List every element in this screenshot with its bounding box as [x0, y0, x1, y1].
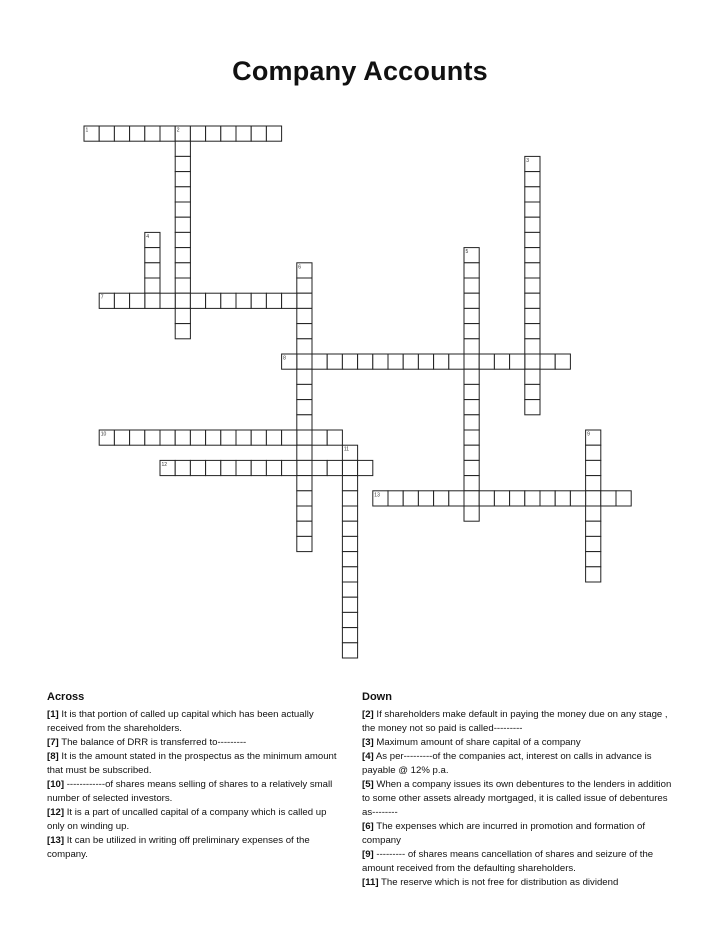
clue-number: [11]	[362, 877, 379, 888]
grid-cell[interactable]	[464, 324, 479, 339]
grid-cell[interactable]	[282, 460, 297, 475]
grid-cell[interactable]	[206, 126, 221, 141]
grid-cell[interactable]	[418, 354, 433, 369]
cell-number: 6	[298, 264, 302, 271]
grid-cell[interactable]	[449, 491, 464, 506]
grid-cell[interactable]	[99, 126, 114, 141]
grid-cell[interactable]	[464, 354, 479, 369]
grid-cell[interactable]	[342, 460, 357, 475]
grid-cell[interactable]	[297, 491, 312, 506]
clue-number: [1]	[47, 709, 59, 720]
grid-cell[interactable]	[342, 567, 357, 582]
down-clue	[362, 778, 672, 820]
grid-cell[interactable]	[342, 643, 357, 658]
clue-text: It can be utilized in writing off preliminary expenses of the company.	[47, 835, 310, 860]
cell-number: 2	[176, 127, 180, 134]
grid-cell[interactable]	[403, 354, 418, 369]
clue-number: [8]	[47, 751, 59, 762]
grid-cell[interactable]	[236, 430, 251, 445]
grid-cell[interactable]	[282, 430, 297, 445]
grid-cell[interactable]	[525, 369, 540, 384]
grid-cell[interactable]	[221, 126, 236, 141]
grid-cell[interactable]	[175, 217, 190, 232]
grid-cell[interactable]	[175, 156, 190, 171]
grid-cell[interactable]	[586, 506, 601, 521]
grid-cell[interactable]	[342, 354, 357, 369]
grid-cell[interactable]	[525, 232, 540, 247]
grid-cell[interactable]	[464, 308, 479, 323]
grid-cell[interactable]	[251, 430, 266, 445]
clue-text: If shareholders make default in paying the money due on any stage , the money not so paid is called---------	[362, 709, 668, 734]
grid-cell[interactable]	[342, 536, 357, 551]
grid-cell[interactable]	[540, 354, 555, 369]
grid-cell[interactable]	[251, 293, 266, 308]
grid-cell[interactable]	[327, 354, 342, 369]
grid-cell[interactable]	[479, 491, 494, 506]
grid-cell[interactable]	[525, 187, 540, 202]
clue-text: It is a part of uncalled capital of a company which is called up only on winding up.	[47, 807, 327, 832]
grid-cell[interactable]	[358, 354, 373, 369]
grid-cell[interactable]	[206, 430, 221, 445]
grid-cell[interactable]	[236, 293, 251, 308]
grid-cell[interactable]	[525, 339, 540, 354]
grid-cell[interactable]	[464, 384, 479, 399]
grid-cell[interactable]	[555, 491, 570, 506]
grid-cell[interactable]	[297, 339, 312, 354]
grid-cell[interactable]	[221, 460, 236, 475]
grid-cell[interactable]	[403, 491, 418, 506]
clue-text: It is the amount stated in the prospectus as the minimum amount that must be subscribed.	[47, 751, 337, 776]
grid-cell[interactable]	[586, 445, 601, 460]
across-clue	[47, 750, 342, 778]
grid-cell[interactable]	[130, 293, 145, 308]
grid-cell[interactable]	[464, 506, 479, 521]
grid-cell[interactable]	[525, 400, 540, 415]
grid-cell[interactable]	[388, 491, 403, 506]
cell-number: 9	[587, 431, 590, 438]
grid-cell[interactable]	[525, 384, 540, 399]
grid-cell[interactable]	[297, 476, 312, 491]
clue-number: [4]	[362, 751, 374, 762]
grid-cell[interactable]	[266, 460, 281, 475]
grid-cell[interactable]	[236, 460, 251, 475]
grid-cell[interactable]	[525, 308, 540, 323]
grid-cell[interactable]	[586, 476, 601, 491]
grid-cell[interactable]	[175, 263, 190, 278]
grid-cell[interactable]	[175, 324, 190, 339]
grid-cell[interactable]	[114, 126, 129, 141]
grid-cell[interactable]	[266, 126, 281, 141]
grid-cell[interactable]	[175, 187, 190, 202]
grid-cell[interactable]	[616, 491, 631, 506]
grid-cell[interactable]	[586, 552, 601, 567]
grid-cell[interactable]	[342, 612, 357, 627]
across-heading: Across	[47, 691, 85, 703]
grid-cell[interactable]	[342, 506, 357, 521]
down-clue	[362, 848, 672, 876]
grid-cell[interactable]	[525, 248, 540, 263]
grid-cell[interactable]	[464, 278, 479, 293]
grid-cell[interactable]	[570, 491, 585, 506]
grid-cell[interactable]	[464, 476, 479, 491]
grid-cell[interactable]	[221, 430, 236, 445]
grid-cell[interactable]	[297, 369, 312, 384]
clue-text: When a company issues its own debentures to the lenders in addition to some other assets already mortgaged, it is called issue of debentures as--------	[362, 779, 672, 818]
clue-number: [3]	[362, 737, 374, 748]
grid-cell[interactable]	[145, 248, 160, 263]
down-heading: Down	[362, 691, 392, 703]
grid-cell[interactable]	[175, 232, 190, 247]
grid-cell[interactable]	[190, 460, 205, 475]
across-clues	[47, 690, 342, 862]
grid-cell[interactable]	[175, 141, 190, 156]
grid-cell[interactable]	[479, 354, 494, 369]
cell-number: 1	[85, 127, 89, 134]
grid-cell[interactable]	[297, 506, 312, 521]
grid-cell[interactable]	[525, 354, 540, 369]
grid-cell[interactable]	[297, 293, 312, 308]
cell-number: 12	[161, 461, 168, 468]
cell-number: 8	[283, 355, 286, 362]
grid-cell[interactable]	[297, 400, 312, 415]
grid-cell[interactable]	[449, 354, 464, 369]
clue-number: [6]	[362, 821, 374, 832]
down-clue	[362, 736, 672, 750]
grid-cell[interactable]	[297, 308, 312, 323]
grid-cell[interactable]	[586, 567, 601, 582]
grid-cell[interactable]	[160, 126, 175, 141]
grid-cell[interactable]	[236, 126, 251, 141]
grid-cell[interactable]	[464, 263, 479, 278]
grid-cell[interactable]	[312, 460, 327, 475]
grid-cell[interactable]	[175, 202, 190, 217]
grid-cell[interactable]	[525, 217, 540, 232]
grid-cell[interactable]	[342, 582, 357, 597]
grid-cell[interactable]	[175, 172, 190, 187]
grid-cell[interactable]	[145, 263, 160, 278]
clue-number: [9]	[362, 849, 374, 860]
grid-cell[interactable]	[358, 460, 373, 475]
down-clues	[362, 690, 672, 890]
grid-cell[interactable]	[297, 430, 312, 445]
grid-cell[interactable]	[175, 248, 190, 263]
grid-cell[interactable]	[525, 202, 540, 217]
grid-cell[interactable]	[251, 460, 266, 475]
cell-number: 3	[526, 157, 530, 164]
grid-cell[interactable]	[297, 536, 312, 551]
grid-cell[interactable]	[586, 460, 601, 475]
grid-cell[interactable]	[251, 126, 266, 141]
grid-cell[interactable]	[540, 491, 555, 506]
cell-number: 4	[146, 233, 150, 240]
grid-cell[interactable]	[266, 430, 281, 445]
grid-cell[interactable]	[206, 460, 221, 475]
across-clue	[47, 736, 342, 750]
cell-number: 11	[343, 446, 350, 453]
grid-cell[interactable]	[114, 430, 129, 445]
grid-cell[interactable]	[297, 415, 312, 430]
grid-cell[interactable]	[206, 293, 221, 308]
grid-cell[interactable]	[190, 430, 205, 445]
grid-cell[interactable]	[297, 324, 312, 339]
clue-number: [7]	[47, 737, 59, 748]
clue-text: The balance of DRR is transferred to---------	[58, 737, 247, 748]
across-clue	[47, 708, 342, 736]
grid-cell[interactable]	[145, 278, 160, 293]
grid-cell[interactable]	[297, 460, 312, 475]
grid-cell[interactable]	[175, 308, 190, 323]
grid-cell[interactable]	[525, 263, 540, 278]
cell-number: 5	[465, 249, 469, 256]
grid-cell[interactable]	[525, 293, 540, 308]
grid-cell[interactable]	[342, 476, 357, 491]
cell-number: 7	[100, 294, 104, 301]
clue-text: It is that portion of called up capital which has been actually received from the shareholders.	[47, 709, 314, 734]
grid-cell[interactable]	[464, 430, 479, 445]
grid-cell[interactable]	[494, 491, 509, 506]
grid-cell[interactable]	[373, 354, 388, 369]
grid-cell[interactable]	[555, 354, 570, 369]
grid-cell[interactable]	[586, 536, 601, 551]
grid-cell[interactable]	[175, 293, 190, 308]
across-clue	[47, 778, 342, 806]
clue-number: [13]	[47, 835, 65, 846]
grid-cell[interactable]	[190, 293, 205, 308]
clue-number: [2]	[362, 709, 374, 720]
grid-cell[interactable]	[510, 491, 525, 506]
grid-cell[interactable]	[510, 354, 525, 369]
down-clue	[362, 876, 672, 890]
grid-cell[interactable]	[145, 430, 160, 445]
grid-cell[interactable]	[464, 293, 479, 308]
grid-cell[interactable]	[601, 491, 616, 506]
grid-cell[interactable]	[130, 430, 145, 445]
grid-cell[interactable]	[418, 491, 433, 506]
grid-cell[interactable]	[464, 445, 479, 460]
grid-cell[interactable]	[175, 460, 190, 475]
grid-cell[interactable]	[327, 460, 342, 475]
grid-cell[interactable]	[342, 552, 357, 567]
grid-cell[interactable]	[266, 293, 281, 308]
grid-cell[interactable]	[464, 415, 479, 430]
grid-cell[interactable]	[388, 354, 403, 369]
grid-cell[interactable]	[342, 521, 357, 536]
grid-cell[interactable]	[525, 278, 540, 293]
grid-cell[interactable]	[525, 324, 540, 339]
grid-cell[interactable]	[175, 278, 190, 293]
grid-cell[interactable]	[327, 430, 342, 445]
down-clue	[362, 708, 672, 736]
grid-cell[interactable]	[525, 491, 540, 506]
grid-cell[interactable]	[160, 293, 175, 308]
grid-cell[interactable]	[297, 278, 312, 293]
grid-cell[interactable]	[130, 126, 145, 141]
across-clue	[47, 834, 342, 862]
grid-cell[interactable]	[297, 384, 312, 399]
grid-cell[interactable]	[464, 460, 479, 475]
grid-cell[interactable]	[464, 400, 479, 415]
down-clue	[362, 820, 672, 848]
grid-cell[interactable]	[464, 339, 479, 354]
grid-cell[interactable]	[297, 521, 312, 536]
grid-cell[interactable]	[221, 293, 236, 308]
clue-text: --------- of shares means cancellation of shares and seizure of the amount received from the defaulting shareholders.	[362, 849, 654, 874]
grid-cell[interactable]	[525, 172, 540, 187]
grid-cell[interactable]	[282, 293, 297, 308]
grid-cell[interactable]	[145, 293, 160, 308]
grid-cell[interactable]	[312, 354, 327, 369]
grid-cell[interactable]	[342, 491, 357, 506]
across-clue	[47, 806, 342, 834]
grid-cell[interactable]	[342, 597, 357, 612]
grid-cell[interactable]	[145, 126, 160, 141]
clue-number: [10]	[47, 779, 65, 790]
clue-text: Maximum amount of share capital of a company	[373, 737, 581, 748]
cell-number: 13	[374, 492, 380, 499]
grid-cell[interactable]	[434, 354, 449, 369]
clue-text: As per---------of the companies act, interest on calls in advance is payable @ 12% p.a.	[362, 751, 652, 776]
clue-number: [5]	[362, 779, 374, 790]
grid-cell[interactable]	[297, 354, 312, 369]
grid-cell[interactable]	[190, 126, 205, 141]
clue-text: ------------of shares means selling of shares to a relatively small number of selected investors.	[47, 779, 333, 804]
grid-cell[interactable]	[464, 369, 479, 384]
grid-cell[interactable]	[160, 430, 175, 445]
clue-text: The expenses which are incurred in promotion and formation of company	[362, 821, 645, 846]
grid-cell[interactable]	[434, 491, 449, 506]
clue-number: [12]	[47, 807, 65, 818]
grid-cell[interactable]	[297, 445, 312, 460]
cell-number: 10	[100, 431, 107, 438]
grid-cell[interactable]	[586, 491, 601, 506]
grid-cell[interactable]	[586, 521, 601, 536]
grid-cell[interactable]	[114, 293, 129, 308]
grid-cell[interactable]	[342, 628, 357, 643]
grid-cell[interactable]	[494, 354, 509, 369]
grid-cell[interactable]	[175, 430, 190, 445]
page-title: Company Accounts	[232, 56, 488, 86]
grid-cell[interactable]	[312, 430, 327, 445]
grid-cell[interactable]	[464, 491, 479, 506]
clue-text: The reserve which is not free for distribution as dividend	[378, 877, 619, 888]
down-clue	[362, 750, 672, 778]
